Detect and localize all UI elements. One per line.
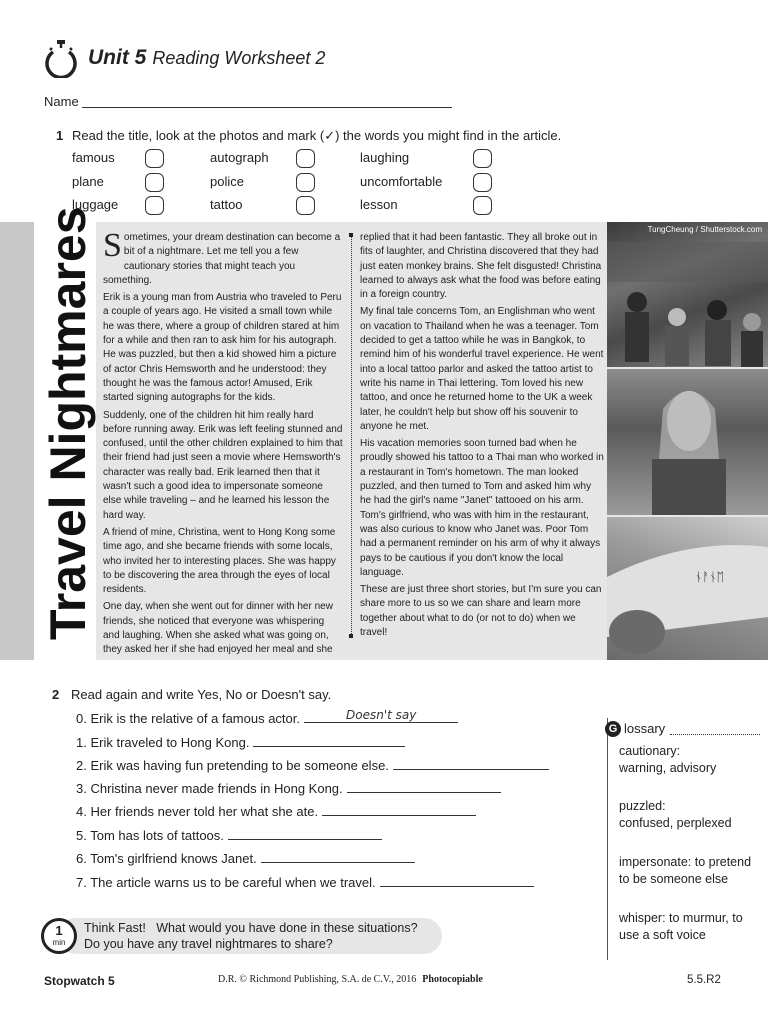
question-4: 4. Her friends never told her what she ate.: [76, 804, 476, 819]
article-paragraph: One day, when she went out for dinner with her new friends, she noticed that everyone was whispering and laughing. When she asked what was going on, they asked her if she had enjoyed her meal and she: [103, 601, 333, 656]
glossary-rule: [670, 734, 760, 735]
exercise-2-number: 2: [52, 687, 60, 702]
divider-cap: [349, 233, 353, 237]
glossary-entry: cautionary: warning, advisory: [619, 744, 717, 775]
tattoo-arm-illustration: [607, 517, 768, 660]
checkbox-laughing[interactable]: [473, 149, 492, 168]
woman-illustration: [607, 369, 768, 515]
think-fast-prompt-1: Think Fast! What would you have done in these situations?: [84, 921, 418, 935]
article-paragraph: replied that it had been fantastic. They all broke out in fits of laughter, and Christina discovered that they had just eaten monkey brains. She felt disgusted! Christina learned to always ask what the food was before eating in a foreign country.: [360, 232, 602, 301]
name-label: Name: [44, 94, 79, 109]
divider-cap: [349, 634, 353, 638]
article-paragraph: My final tale concerns Tom, an Englishman who went on vacation to Thailand when he was a teenager. Tom decided to get a tattoo while he was in Bangkok, to remind him of his wonderful travel experience. He went into a local tattoo parlor and asked the tattoo artist to write his name in Thai lettering. Tom loved his new tattoo, and once he returned home to the UK a week later, he couldn't help but show off his souvenir to anyone he met.: [360, 306, 604, 432]
article-paragraph: His vacation memories soon turned bad when he proudly showed his tattoo to a Thai man who worked in a restaurant in Tom's hometown. The man looked puzzled, and then turned to Tom and asked him why he had the girl's name "Janet" tattooed on his arm. Tom's girlfriend, who was with him in the restaurant, was also curious to know who Janet was. Poor Tom had a permanent reminder on his arm of why it always pays to be cautious if you don't know the local language.: [360, 438, 604, 578]
checkbox-lesson[interactable]: [473, 196, 492, 215]
answer-field-7[interactable]: [380, 875, 534, 887]
article-paragraph: Sometimes, your dream destination can become a bit of a nightmare. Let me tell you a few cautionary stories that might teach you something.: [103, 227, 341, 286]
photo-tattoo-arm: [607, 517, 768, 660]
glossary-entry: puzzled: confused, perplexed: [619, 799, 732, 830]
worksheet-title: Unit 5 Reading Worksheet 2: [88, 46, 326, 69]
article-column-2: [360, 231, 604, 643]
word-tattoo: tattoo: [210, 197, 243, 212]
word-luggage: luggage: [72, 197, 119, 212]
name-field[interactable]: [82, 107, 452, 108]
footer-code: 5.5.R2: [687, 974, 721, 986]
checkbox-luggage[interactable]: [145, 196, 164, 215]
answer-field-2[interactable]: [393, 758, 549, 770]
svg-text:ᚾᚨᚾᛖ: ᚾᚨᚾᛖ: [695, 570, 724, 584]
checkbox-famous[interactable]: [145, 149, 164, 168]
exercise-2-instruction: Read again and write Yes, No or Doesn't say.: [71, 687, 332, 702]
glossary-title: lossary: [624, 721, 666, 736]
glossary-entry: whisper: to murmur, to use a soft voice: [619, 911, 743, 942]
question-5: 5. Tom has lots of tattoos.: [76, 828, 382, 843]
stopwatch-logo-icon: [44, 40, 78, 78]
article-column-1: [103, 227, 343, 661]
column-divider: [351, 236, 352, 636]
word-uncomfortable: uncomfortable: [360, 174, 443, 189]
word-laughing: laughing: [360, 150, 410, 165]
article-paragraph: Erik is a young man from Austria who traveled to Peru a couple of years ago. He visited a small town while he was there, where a group of children stared at him for a while and then ran to ask him for his autograph. He was puzzled, but then a kid showed him a picture of actor Chris Hemsworth and he understood: they thought he was the famous actor! Amused, Erik started signing autographs for the kids.: [103, 292, 342, 404]
word-lesson: lesson: [360, 197, 398, 212]
exercise-1-instruction: Read the title, look at the photos and mark (✓) the words you might find in the article.: [72, 128, 562, 143]
word-police: police: [210, 174, 244, 189]
question-1: 1. Erik traveled to Hong Kong.: [76, 735, 405, 750]
article-paragraph: These are just three short stories, but I'm sure you can share more to us so we can share and learn more together about what to do (or not to do) when we travel!: [360, 584, 602, 639]
think-fast-prompt-2: Do you have any travel nightmares to share?: [84, 937, 333, 951]
answer-field-4[interactable]: [322, 804, 476, 816]
checkbox-police[interactable]: [296, 173, 315, 192]
question-0: 0. Erik is the relative of a famous actor. Doesn't say: [76, 711, 458, 726]
answer-field-5[interactable]: [228, 828, 382, 840]
answer-field-3[interactable]: [347, 781, 501, 793]
question-3: 3. Christina never made friends in Hong Kong.: [76, 781, 501, 796]
checkbox-autograph[interactable]: [296, 149, 315, 168]
checkbox-uncomfortable[interactable]: [473, 173, 492, 192]
answer-field-1[interactable]: [253, 735, 405, 747]
photo-woman: [607, 369, 768, 515]
checkbox-plane[interactable]: [145, 173, 164, 192]
footer-brand: Stopwatch 5: [44, 974, 115, 988]
photo-night-market: [607, 222, 768, 367]
question-2: 2. Erik was having fun pretending to be someone else.: [76, 758, 549, 773]
checkbox-tattoo[interactable]: [296, 196, 315, 215]
stopwatch-timer-icon: 1 min: [41, 918, 77, 954]
question-6: 6. Tom's girlfriend knows Janet.: [76, 851, 415, 866]
answer-field-0[interactable]: Doesn't say: [304, 711, 458, 723]
footer-copyright: D.R. © Richmond Publishing, S.A. de C.V., 2016 Photocopiable: [218, 974, 483, 985]
article-paragraph: A friend of mine, Christina, went to Hong Kong some time ago, and she became friends with some locals, who invited her to interesting places. She was happy to be discovering the area through the eyes of local residents.: [103, 526, 336, 596]
article-paragraph: Suddenly, one of the children hit him really hard before running away. Erik was left feeling stunned and confused, until the other children explained to him that their friend had just seen a movie where Hemsworth's character was really bad. Erik learned then that it wasn't such a good idea to impersonate someone else while traveling – and he learned his lesson the hard way.: [103, 409, 343, 521]
question-7: 7. The article warns us to be careful when we travel.: [76, 875, 534, 890]
word-autograph: autograph: [210, 150, 269, 165]
word-plane: plane: [72, 174, 104, 189]
article-title: Travel Nightmares: [40, 206, 96, 640]
exercise-1-number: 1: [56, 128, 64, 143]
word-famous: famous: [72, 150, 115, 165]
article-side-bar: [0, 222, 34, 660]
answer-field-6[interactable]: [261, 851, 415, 863]
photo-credit: TungCheung / Shutterstock.com: [647, 225, 762, 234]
crowd-illustration: [607, 222, 768, 367]
glossary-entry: impersonate: to pretend to be someone else: [619, 855, 752, 886]
glossary-letter-icon: G: [605, 721, 621, 737]
